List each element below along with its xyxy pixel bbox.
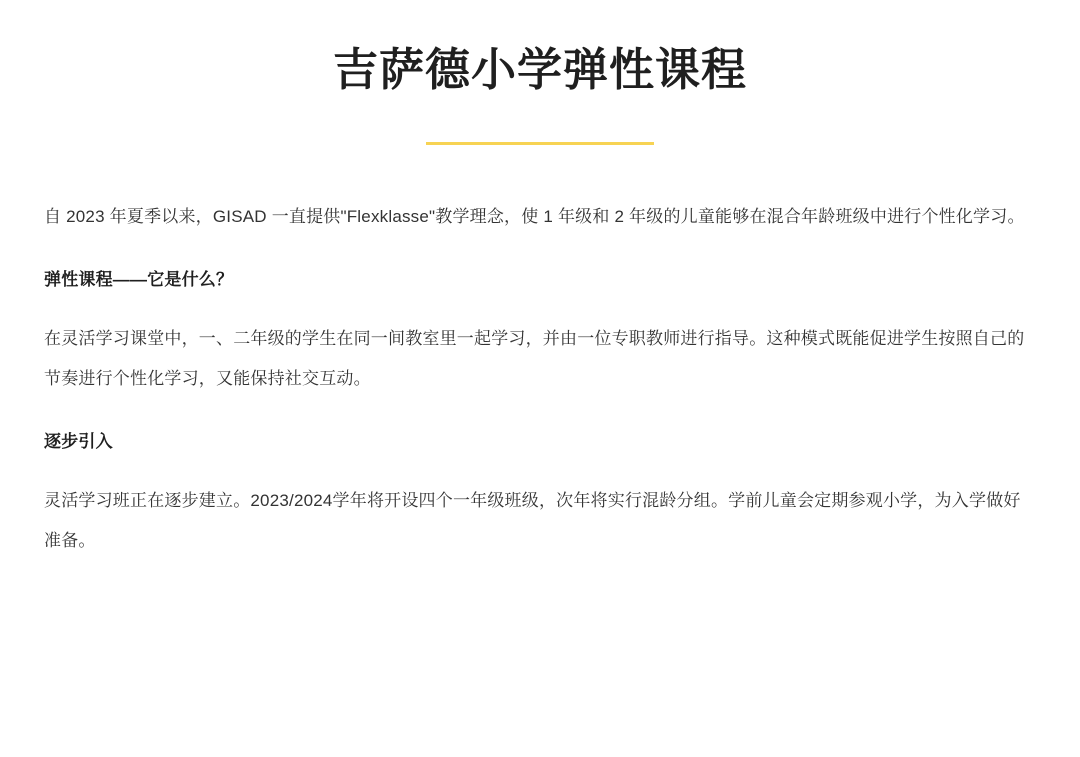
section-heading-what-is-it: 弹性课程——它是什么？	[44, 269, 234, 289]
article-page	[0, 44, 1080, 757]
title-divider	[426, 142, 654, 145]
intro-paragraph: 自 2023 年夏季以来，GISAD 一直提供"Flexklasse"教学理念，使 1 年级和 2 年级的儿童能够在混合年龄班级中进行个性化学习。	[44, 206, 1025, 226]
title-divider-wrapper	[0, 134, 1080, 153]
paragraph-step-by-step: 灵活学习班正在逐步建立。2023/2024学年将开设四个一年级班级，次年将实行混龄分组。学前儿童会定期参观小学，为入学做好准备。	[44, 490, 1021, 550]
article-body	[0, 197, 1080, 561]
section-heading-step-by-step: 逐步引入	[44, 431, 113, 451]
page-title: 吉萨德小学弹性课程	[332, 44, 747, 95]
paragraph-what-is-it: 在灵活学习课堂中，一、二年级的学生在同一间教室里一起学习，并由一位专职教师进行指导。这种模式既能促进学生按照自己的节奏进行个性化学习，又能保持社交互动。	[44, 328, 1025, 388]
